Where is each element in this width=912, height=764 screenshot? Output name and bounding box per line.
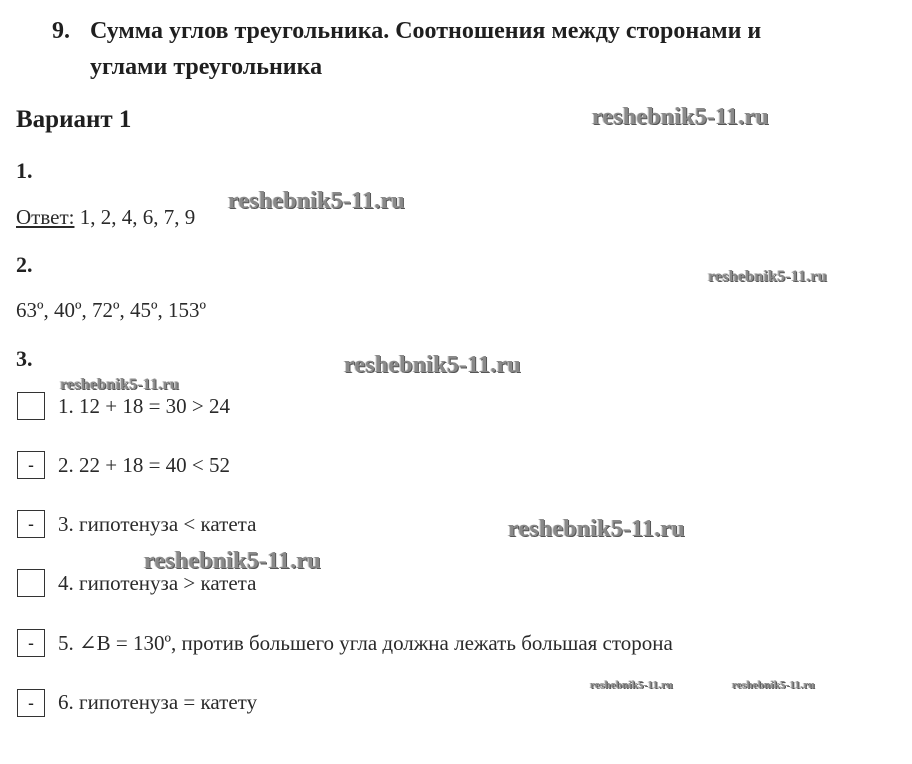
task-1-label: 1. — [16, 158, 33, 183]
task-1-answer: 1, 2, 4, 6, 7, 9 — [79, 205, 196, 229]
item-3-checkbox[interactable]: - — [17, 510, 45, 538]
item-4-checkbox[interactable] — [17, 569, 45, 597]
answer-prefix: Ответ: — [16, 205, 75, 229]
item-6-text: 6. гипотенуза = катету — [58, 690, 258, 714]
watermark-1: reshebnik5-11.ru — [592, 104, 769, 130]
variant-title: Вариант 1 — [16, 106, 132, 133]
watermark-8: reshebnik5-11.ru — [590, 679, 673, 691]
task-3-label: 3. — [16, 346, 33, 371]
item-2-checkbox[interactable]: - — [17, 451, 45, 479]
item-4-text: 4. гипотенуза > катета — [58, 571, 257, 595]
item-1-checkbox[interactable] — [17, 392, 45, 420]
watermark-5: reshebnik5-11.ru — [60, 376, 179, 393]
item-5-text: 5. ∠B = 130º, против большего угла должна лежать большая сторона — [58, 631, 673, 655]
item-5-checkbox[interactable]: - — [17, 629, 45, 657]
watermark-6: reshebnik5-11.ru — [508, 516, 685, 542]
item-1-text: 1. 12 + 18 = 30 > 24 — [58, 394, 231, 418]
watermark-7: reshebnik5-11.ru — [144, 548, 321, 574]
section-title-line1: Сумма углов треугольника. Соотношения между сторонами и — [90, 18, 762, 44]
item-6-checkbox[interactable]: - — [17, 689, 45, 717]
watermark-9: reshebnik5-11.ru — [732, 679, 815, 691]
section-number: 9. — [52, 18, 70, 44]
section-title-line2: углами треугольника — [90, 54, 323, 80]
watermark-3: reshebnik5-11.ru — [708, 268, 827, 285]
task-1-answer-line — [16, 205, 195, 230]
item-3-text: 3. гипотенуза < катета — [58, 512, 257, 536]
task-2-answer: 63º, 40º, 72º, 45º, 153º — [16, 298, 207, 322]
item-2-text: 2. 22 + 18 = 40 < 52 — [58, 453, 231, 477]
task-2-label: 2. — [16, 252, 33, 277]
watermark-4: reshebnik5-11.ru — [344, 352, 521, 378]
watermark-2: reshebnik5-11.ru — [228, 188, 405, 214]
